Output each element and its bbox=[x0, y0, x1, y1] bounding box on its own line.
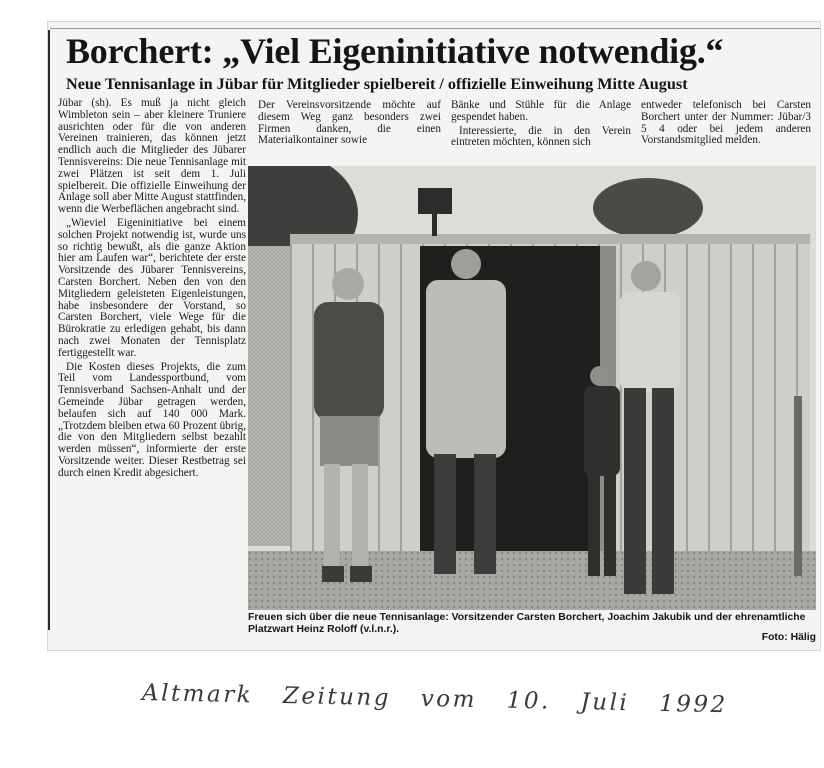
paragraph: Interessierte, die in den Verein eintreten möchten, können sich bbox=[451, 124, 631, 149]
tree-right bbox=[593, 178, 703, 238]
photo-caption: Freuen sich über die neue Tennisanlage: Vorsitzender Carsten Borchert, Joachim Jakubik und der ehrenamtliche Platzwart Heinz Roloff (v.l.n.r.). bbox=[248, 612, 806, 636]
article-column-4 bbox=[641, 100, 811, 162]
handwritten-source-note: Altmark Zeitung vom 10. Juli 1992 bbox=[141, 680, 728, 719]
paragraph: Der Vereinsvorsitzende möchte auf diesem Weg ganz besonders zwei Firmen danken, die einen Materialkontainer sowie bbox=[258, 99, 441, 147]
article-column-2 bbox=[258, 100, 441, 162]
paragraph: Die Kosten dieses Projekts, die zum Teil vom Landessportbund, vom Tennisverband Sachsen-Anhalt und der Gemeinde Jübar getragen werden, belaufen sich auf 140 000 Mark. „Trotzdem bleiben etwa 60 Prozent übrig, die von den Mitgliedern selbst bezahlt werden müssen“, informierte der erste Vorsitzende weiter. Dieser Restbetrag sei durch einen Kredit abgesichert. bbox=[58, 360, 246, 479]
paragraph: Jübar (sh). Es muß ja nicht gleich Wimbleton sein – aber kleinere Truniere ausrichten oder für die von anderen Vereinen trainieren, das können jetzt endlich auch die Mitglieder des Jübarer Tennisvereins: Die neue Tennisanlage mit zwei Plätzen ist seit dem 1. Juli spielbereit. Die offizielle Einweihung der Anlage soll aber Mitte August stattfinden, wenn die Werbeflächen angebracht sind. bbox=[58, 97, 246, 216]
lamp bbox=[418, 188, 452, 214]
photo-illustration bbox=[248, 166, 816, 610]
fence bbox=[248, 246, 296, 546]
clipping-edge bbox=[48, 30, 50, 630]
article-column-1 bbox=[58, 98, 246, 643]
photo-credit: Foto: Hälig bbox=[761, 632, 816, 643]
article-headline: Borchert: „Viel Eigeninitiative notwendig.“ bbox=[66, 31, 724, 71]
article-column-3 bbox=[451, 100, 631, 162]
paragraph: Bänke und Stühle für die Anlage gespendet haben. bbox=[451, 99, 631, 123]
post bbox=[794, 396, 802, 576]
article-subheadline: Neue Tennisanlage in Jübar für Mitglieder spielbereit / offizielle Einweihung Mitte August bbox=[66, 75, 688, 93]
paragraph: „Wieviel Eigeninitiative bei einem solchen Projekt notwendig ist, wurde uns so richtig bewußt, als die ganze Aktion hier am Laufen war“, berichtete der erste Vorsitzende des Jübarer Tennisvereins, Carsten Borchert. Neben den von den Mitgliedern geleisteten Eigenleistungen, habe insbesondere der Vorstand, so Carsten Borchert, viele Wege für die Bürokratie zu erledigen gehabt, bis dann nach zwei Monaten der Tennisplatz fertiggestellt war. bbox=[58, 216, 246, 359]
article-photo bbox=[248, 166, 816, 610]
paragraph: entweder telefonisch bei Carsten Borchert unter der Nummer: Jübar/3 5 4 oder bei jedem anderen Vorstandsmitglied melden. bbox=[641, 99, 811, 147]
